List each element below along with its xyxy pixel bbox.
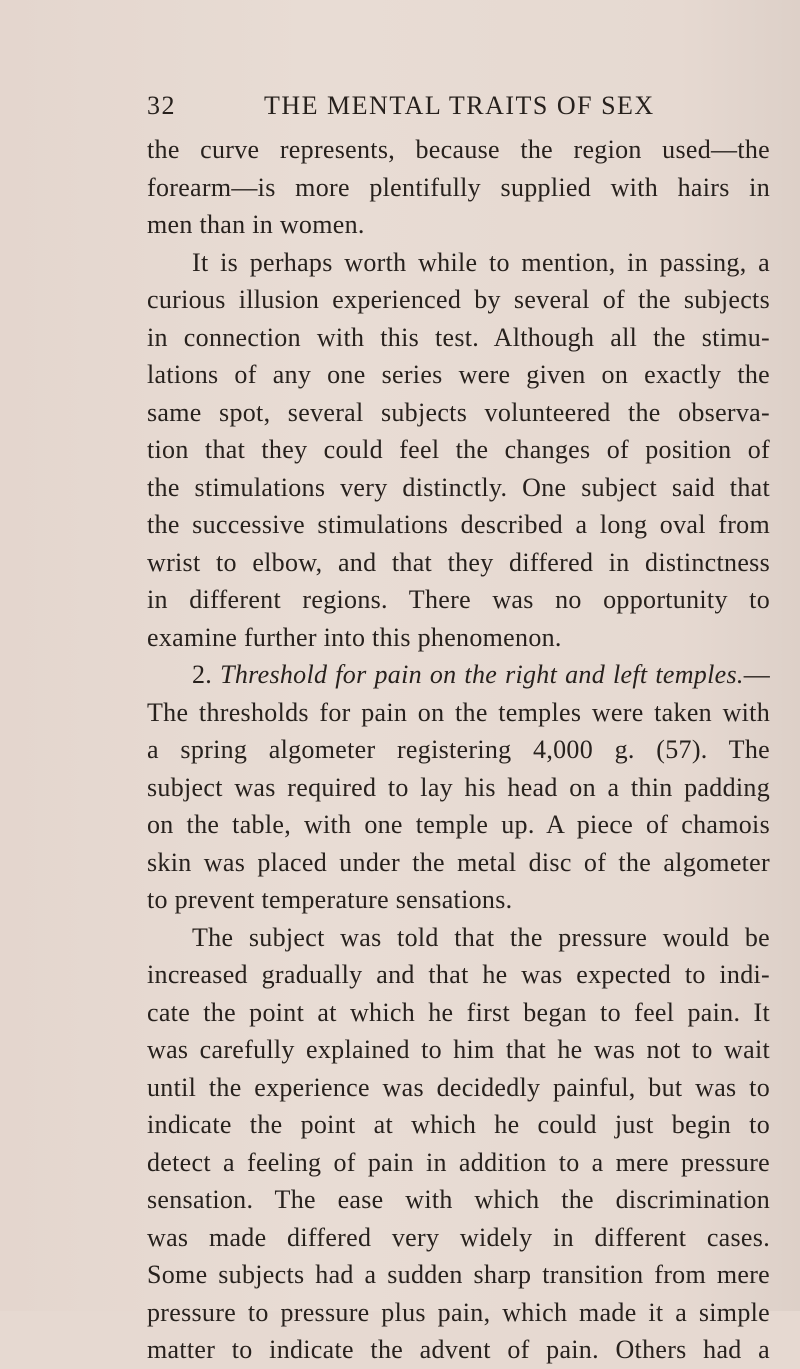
text-line: forearm—is more plentifully supplied with hairs in [147, 172, 770, 202]
text-line: on the table, with one temple up. A piece of chamois [147, 810, 770, 839]
running-head [147, 86, 770, 126]
text-line: men than in women. [147, 210, 365, 239]
text-line: to prevent temperature sensations. [147, 885, 513, 914]
text-line: matter to indicate the advent of pain. Others had a [147, 1335, 770, 1364]
text-line: It is perhaps worth while to mention, in passing, a [192, 247, 770, 277]
text-line: pressure to pressure plus pain, which made it a simple [147, 1297, 770, 1327]
running-title: THE MENTAL TRAITS OF SEX [264, 91, 655, 120]
text-line: a spring algometer registering 4,000 g. (57). The [147, 735, 770, 764]
text-line: until the experience was decidedly painful, but was to [147, 1072, 770, 1102]
text-line: the stimulations very distinctly. One subject said that [147, 472, 770, 502]
text-line: tion that they could feel the changes of position of [147, 435, 770, 464]
text-line: subject was required to lay his head on a thin padding [147, 772, 770, 802]
section-dash: — [743, 660, 770, 689]
text-line: skin was placed under the metal disc of the algometer [147, 847, 770, 877]
text-line: in different regions. There was no opportunity to [147, 585, 770, 614]
text-line: The subject was told that the pressure would be [192, 922, 770, 952]
page-number: 32 [147, 91, 176, 120]
text-line: sensation. The ease with which the discrimination [147, 1185, 770, 1214]
text-line: indicate the point at which he could just begin to [147, 1110, 770, 1139]
text-line: Some subjects had a sudden sharp transition from mere [147, 1260, 770, 1289]
text-line: was made differed very widely in different cases. [147, 1222, 770, 1252]
section-heading-line [147, 656, 770, 694]
section-number: 2. [192, 660, 213, 689]
text-line: The thresholds for pain on the temples were taken with [147, 697, 770, 727]
text-line: the curve represents, because the region used—the [147, 135, 770, 164]
text-line: was carefully explained to him that he was not to wait [147, 1035, 770, 1064]
text-line: the successive stimulations described a long oval from [147, 510, 770, 539]
text-line: increased gradually and that he was expected to indi- [147, 960, 770, 989]
text-line: cate the point at which he first began to feel pain. It [147, 997, 770, 1027]
text-line: curious illusion experienced by several of the subjects [147, 285, 770, 314]
text-line: lations of any one series were given on exactly the [147, 360, 770, 389]
text-line: in connection with this test. Although all the stimu- [147, 322, 770, 352]
text-line: wrist to elbow, and that they differed in distinctness [147, 547, 770, 577]
text-line: examine further into this phenomenon. [147, 622, 562, 652]
text-line: same spot, several subjects volunteered the observa- [147, 397, 770, 427]
body-text [147, 131, 770, 1369]
text-line: detect a feeling of pain in addition to a mere pressure [147, 1147, 770, 1177]
section-title: Threshold for pain on the right and left temples. [220, 660, 744, 689]
